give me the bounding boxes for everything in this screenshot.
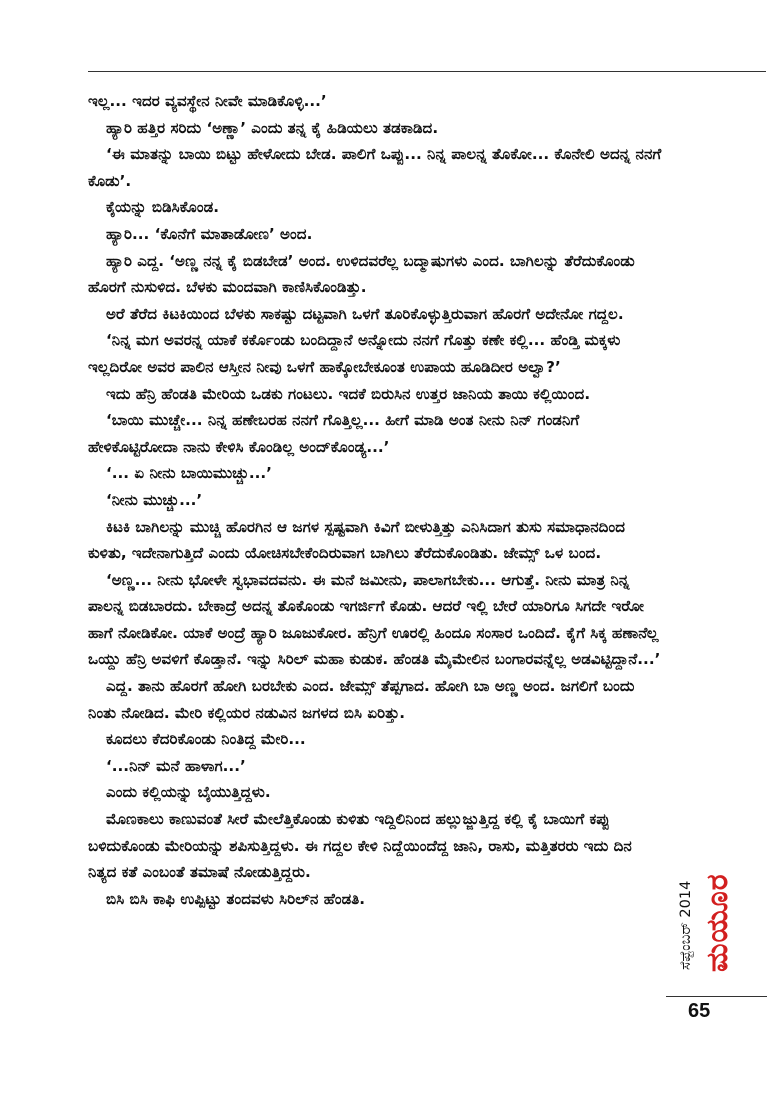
paragraph: ಇದು ಹೆನ್ರಿ ಹೆಂಡತಿ ಮೇರಿಯ ಒಡಕು ಗಂಟಲು. ಇದಕೆ ಬಿರುಸಿನ ಉತ್ತರ ಜಾನಿಯ ತಾಯಿ ಕಲ್ಲಿಯಿಂದ.	[106, 384, 591, 403]
paragraph: ಎದ್ದ. ತಾನು ಹೊರಗೆ ಹೋಗಿ ಬರಬೇಕು ಎಂದ. ಜೇಮ್ಸ್ ತೆಪ್ಪಗಾದ. ಹೋಗಿ ಬಾ ಅಣ್ಣ ಅಂದ. ಜಗಲಿಗೆ ಬಂದು ನಿಂತು ನೋಡಿದ. ಮೇರಿ ಕಲ್ಲಿಯರ ನಡುವಿನ ಜಗಳದ ಬಿಸಿ ಏರಿತ್ತು.	[88, 677, 635, 722]
paragraph: ಹ್ಯಾರಿ ಹತ್ತಿರ ಸರಿದು ‘ಅಣ್ಣಾ’ ಎಂದು ತನ್ನ ಕೈ ಹಿಡಿಯಲು ತಡಕಾಡಿದ.	[106, 118, 439, 137]
paragraph: ಎಂದು ಕಲ್ಲಿಯನ್ನು ಬೈಯುತ್ತಿದ್ದಳು.	[106, 783, 271, 802]
paragraph: ಇಲ್ಲ... ಇದರ ವ್ಯವಸ್ಥೇನ ನೀವೇ ಮಾಡಿಕೊಳ್ಳಿ...’	[88, 92, 327, 110]
paragraph: ಕೈಯನ್ನು ಬಿಡಿಸಿಕೊಂಡ.	[106, 198, 220, 217]
paragraph: ಕೂದಲು ಕೆದರಿಕೊಂಡು ನಿಂತಿದ್ದ ಮೇರಿ...	[106, 730, 306, 749]
paragraph: ‘... ಏ ನೀನು ಬಾಯಿಮುಚ್ಚು...’	[106, 464, 272, 483]
footer-rule	[666, 996, 767, 997]
paragraph: ‘ನೀನು ಮುಚ್ಚು...’	[106, 490, 203, 509]
paragraph: ಹ್ಯಾರಿ ಎದ್ದ. ‘ಅಣ್ಣ ನನ್ನ ಕೈ ಬಿಡಬೇಡ’ ಅಂದ. ಉಳಿದವರೆಲ್ಲ ಬದ್ಮಾಷುಗಳು ಎಂದ. ಬಾಗಿಲನ್ನು ತೆರೆದುಕೊಂಡು ಹೊರಗೆ ನುಸುಳಿದ. ಬೆಳಕು ಮಂದವಾಗಿ ಕಾಣಿಸಿಕೊಂಡಿತ್ತು.	[88, 251, 635, 297]
magazine-branding	[670, 780, 735, 990]
issue-date: ಸೆಪ್ಟೆಂಬರ್ 2014	[678, 880, 694, 970]
magazine-logo: ಮಯೂರ	[700, 873, 735, 972]
paragraph: ‘ಈ ಮಾತನ್ನು ಬಾಯಿ ಬಿಟ್ಟು ಹೇಳೋದು ಬೇಡ. ಪಾಲಿಗೆ ಒಪ್ಪು... ನಿನ್ನ ಪಾಲನ್ನ ತೊಕೋ... ಕೊನೇಲಿ ಅದನ್ನ ನನಗೆ ಕೊಡು’.	[88, 145, 662, 190]
paragraph: ಅರೆ ತೆರೆದ ಕಿಟಕಿಯಿಂದ ಬೆಳಕು ಸಾಕಷ್ಟು ದಟ್ಟವಾಗಿ ಒಳಗೆ ತೂರಿಕೊಳ್ಳುತ್ತಿರುವಾಗ ಹೊರಗೆ ಅದೇನೋ ಗದ್ದಲ.	[106, 304, 624, 323]
paragraph: ‘...ನಿನ್ ಮನೆ ಹಾಳಾಗ...’	[106, 756, 246, 775]
paragraph: ಮೊಣಕಾಲು ಕಾಣುವಂತೆ ಸೀರೆ ಮೇಲೆತ್ತಿಕೊಂಡು ಕುಳಿತು ಇದ್ದಿಲಿನಿಂದ ಹಲ್ಲುಜ್ಜುತ್ತಿದ್ದ ಕಲ್ಲಿ ಕೈ ಬಾಯಿಗೆ ಕಪ್ಪು ಬಳಿದುಕೊಂಡು ಮೇರಿಯನ್ನು ಶಪಿಸುತ್ತಿದ್ದಳು. ಈ ಗದ್ದಲ ಕೇಳಿ ನಿದ್ದೆಯಿಂದೆದ್ದ ಜಾನಿ, ರಾಸು, ಮತ್ತಿತರರು ಇದು ದಿನ ನಿತ್ಯದ ಕತೆ ಎಂಬಂತೆ ತಮಾಷೆ ನೋಡುತ್ತಿದ್ದರು.	[88, 810, 632, 882]
article-body	[88, 88, 662, 912]
paragraph: ‘ಅಣ್ಣ... ನೀನು ಭೋಳೇ ಸ್ವಭಾವದವನು. ಈ ಮನೆ ಜಮೀನು, ಪಾಲಾಗಬೇಕು... ಆಗುತ್ತೆ. ನೀನು ಮಾತ್ರ ನಿನ್ನ ಪಾಲನ್ನ ಬಿಡಬಾರದು. ಬೇಕಾದ್ರೆ ಅದನ್ನ ತೊಕೊಂಡು ಇಗರ್ಜಿಗೆ ಕೊಡು. ಆದರೆ ಇಲ್ಲಿ ಬೇರೆ ಯಾರಿಗೂ ಸಿಗದೇ ಇರೋ ಹಾಗೆ ನೋಡಿಕೋ. ಯಾಕೆ ಅಂದ್ರೆ ಹ್ಯಾರಿ ಜೂಜುಕೋರ. ಹೆನ್ರಿಗೆ ಊರಲ್ಲಿ ಹಿಂದೂ ಸಂಸಾರ ಒಂದಿದೆ. ಕೈಗೆ ಸಿಕ್ಕ ಹಣಾನೆಲ್ಲ ಒಯ್ದು ಹೆನ್ರಿ ಅವಳಿಗೆ ಕೊಡ್ತಾನೆ. ಇನ್ನು ಸಿರಿಲ್ ಮಹಾ ಕುಡುಕ. ಹೆಂಡತಿ ಮೈಮೇಲಿನ ಬಂಗಾರವನ್ನೆಲ್ಲ ಅಡವಿಟ್ಟಿದ್ದಾನೆ...’	[88, 570, 661, 669]
header-rule	[88, 71, 766, 72]
paragraph: ಹ್ಯಾರಿ... ‘ಕೊನೆಗೆ ಮಾತಾಡೋಣ’ ಅಂದ.	[106, 224, 313, 243]
paragraph: ಬಿಸಿ ಬಿಸಿ ಕಾಫಿ ಉಪ್ಪಿಟ್ಟು ತಂದವಳು ಸಿರಿಲ್‌ನ ಹೆಂಡತಿ.	[106, 889, 366, 908]
paragraph: ಕಿಟಕಿ ಬಾಗಿಲನ್ನು ಮುಚ್ಚಿ ಹೊರಗಿನ ಆ ಜಗಳ ಸ್ಪಷ್ಟವಾಗಿ ಕಿವಿಗೆ ಬೀಳುತ್ತಿತ್ತು ಎನಿಸಿದಾಗ ತುಸು ಸಮಾಧಾನದಿಂದ ಕುಳಿತು, ಇದೇನಾಗುತ್ತಿದೆ ಎಂದು ಯೋಚಿಸಬೇಕೆಂದಿರುವಾಗ ಬಾಗಿಲು ತೆರೆದುಕೊಂಡಿತು. ಜೇಮ್ಸ್ ಒಳ ಬಂದ.	[88, 517, 626, 563]
paragraph: ‘ಬಾಯಿ ಮುಚ್ಚೇ... ನಿನ್ನ ಹಣೇಬರಹ ನನಗೆ ಗೊತ್ತಿಲ್ಲ... ಹೀಗೆ ಮಾಡಿ ಅಂತ ನೀನು ನಿನ್ ಗಂಡನಿಗೆ ಹೇಳಿಕೊಟ್ಟಿರೋದಾ ನಾನು ಕೇಳಿಸಿ ಕೊಂಡಿಲ್ಲ ಅಂದ್‌ಕೊಂಡ್ಯ...’	[88, 411, 580, 456]
page-number: 65	[688, 1000, 711, 1022]
paragraph: ‘ನಿನ್ನ ಮಗ ಅವರನ್ನ ಯಾಕೆ ಕರ್ಕೊಂಡು ಬಂದಿದ್ದಾನೆ ಅನ್ನೋದು ನನಗೆ ಗೊತ್ತು ಕಣೇ ಕಲ್ಲಿ... ಹೆಂಡ್ತಿ ಮಕ್ಕಳು ಇಲ್ಲದಿರೋ ಅವರ ಪಾಲಿನ ಆಸ್ತೀನ ನೀವು ಒಳಗೆ ಹಾಕ್ಕೋಬೇಕೂಂತ ಉಪಾಯ ಹೂಡಿದೀರ ಅಲ್ವಾ?’	[88, 331, 621, 376]
